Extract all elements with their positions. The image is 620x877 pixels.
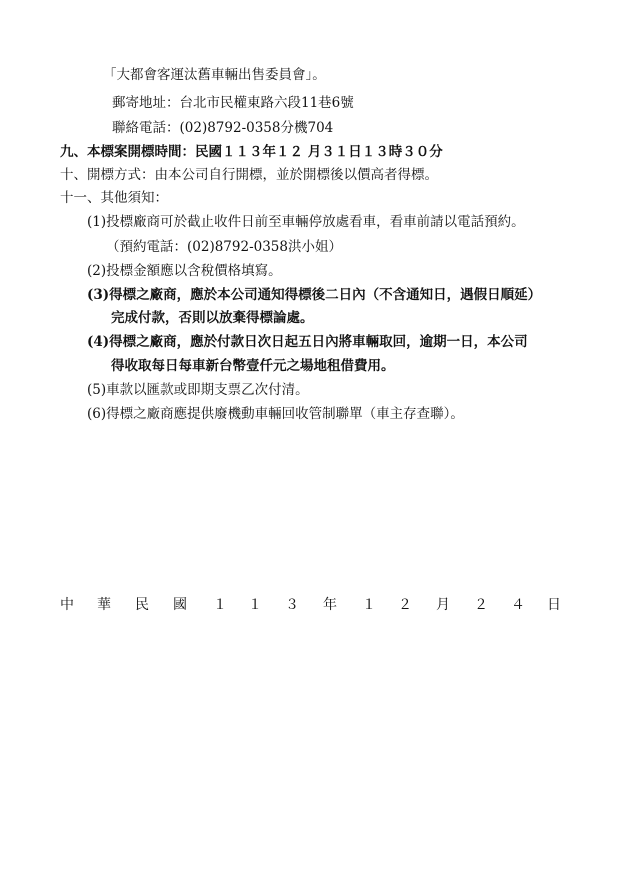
notice-item-2: (2)投標金額應以含稅價格填寫。 <box>87 263 282 279</box>
notice-item-1-phone: （預約電話：(02)8792-0358洪小姐） <box>106 239 342 255</box>
document-date <box>60 596 560 616</box>
date-char: 國 <box>173 597 187 613</box>
notice-item-4-line-2: 得收取每日每車新台幣壹仟元之場地租借費用。 <box>111 358 395 374</box>
section-10-opening-method: 十、開標方式：由本公司自行開標，並於開標後以價高者得標。 <box>60 167 438 183</box>
notice-item-4-line-1: (4)得標之廠商，應於付款日次日起五日內將車輛取回，逾期一日，本公司 <box>87 334 528 350</box>
date-char: ２ <box>474 597 488 613</box>
date-char: ３ <box>285 597 299 613</box>
date-char: １ <box>362 597 376 613</box>
notice-item-3-line-2: 完成付款，否則以放棄得標論處。 <box>111 310 314 326</box>
date-char: １ <box>248 597 262 613</box>
contact-phone: 聯絡電話：(02)8792-0358分機704 <box>112 120 334 136</box>
notice-item-3-line-1: (3)得標之廠商，應於本公司通知得標後二日內（不含通知日，遇假日順延） <box>87 287 542 303</box>
date-char: 日 <box>547 597 561 613</box>
date-char: ４ <box>511 597 525 613</box>
committee-name: 「大都會客運汰舊車輛出售委員會」。 <box>103 67 326 83</box>
notice-item-5: (5)車款以匯款或即期支票乙次付清。 <box>87 382 309 398</box>
section-11-heading: 十一、其他須知： <box>60 190 168 206</box>
date-char: 年 <box>323 597 337 613</box>
notice-item-1: (1)投標廠商可於截止收件日前至車輛停放處看車，看車前請以電話預約。 <box>87 214 525 230</box>
notice-item-6: (6)得標之廠商應提供廢機動車輛回收管制聯單（車主存查聯）。 <box>87 406 464 422</box>
mailing-address: 郵寄地址：台北市民權東路六段11巷6號 <box>112 95 354 111</box>
date-char: 華 <box>97 597 111 613</box>
date-char: １ <box>213 597 227 613</box>
date-char: ２ <box>398 597 412 613</box>
section-9-opening-time: 九、本標案開標時間：民國１１３年１２ 月３１日１３時３０分 <box>60 144 443 160</box>
date-char: 民 <box>135 597 149 613</box>
date-char: 中 <box>60 597 74 613</box>
date-char: 月 <box>436 597 450 613</box>
